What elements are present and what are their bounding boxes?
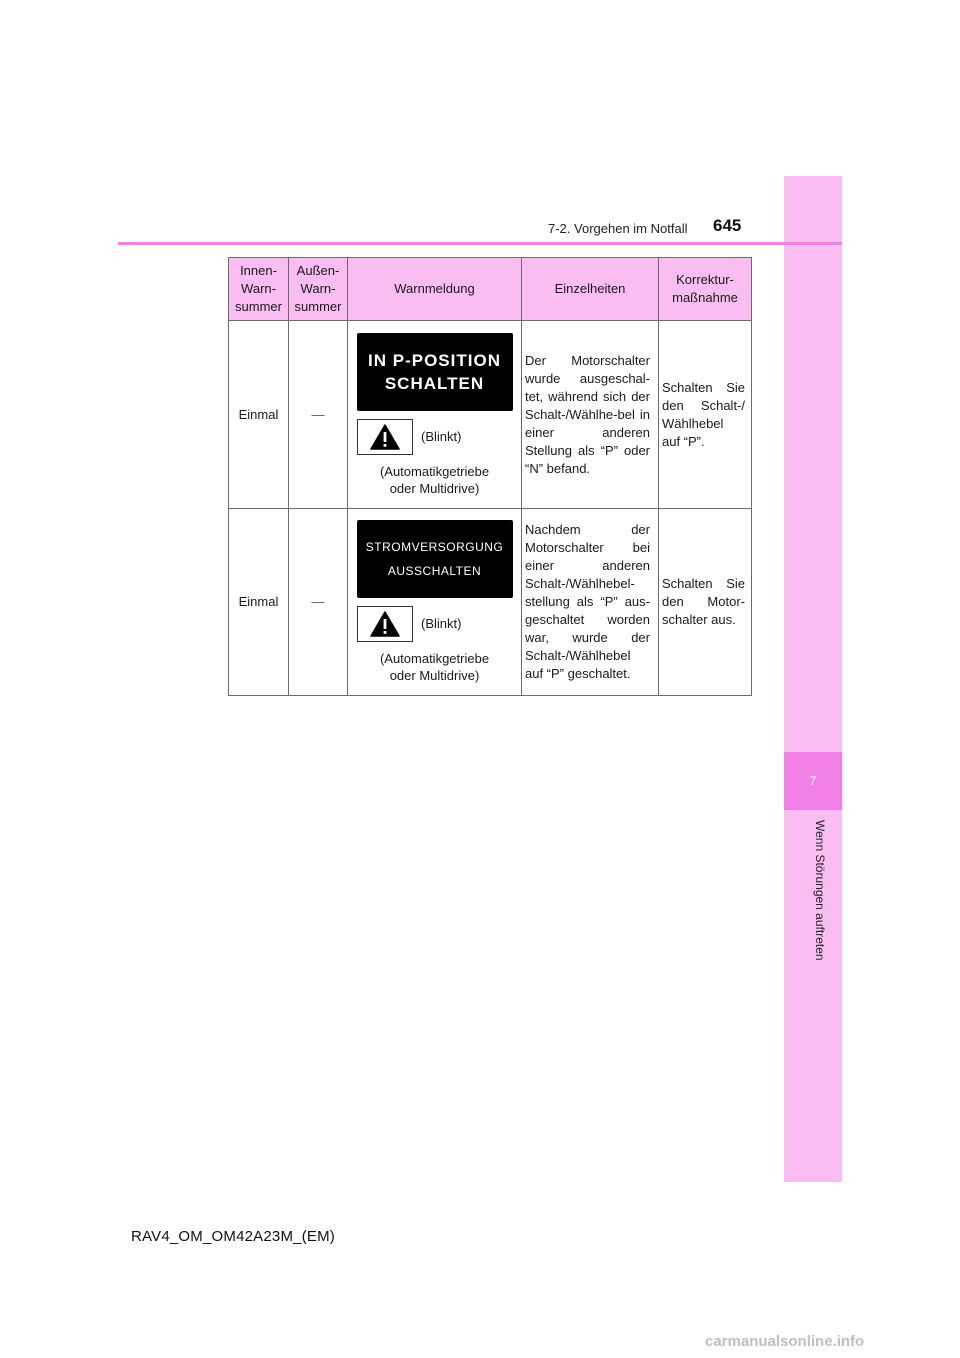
col-inner-buzzer (229, 258, 289, 321)
warning-display-image (357, 333, 513, 411)
watermark: carmanualsonline.info (705, 1333, 865, 1350)
warning-message-cell (348, 321, 522, 509)
inner-buzzer-cell: Einmal (229, 321, 289, 509)
action-cell: Schalten Sie den Schalt-/ Wählhebel auf “P”. (659, 321, 752, 509)
details-cell: Nachdem der Motorschalter bei einer anderen Schalt-/Wählhebel-stellung als “P” aus-geschaltet worden war, wurde der Schalt-/Wählhebel auf “P” geschaltet. (522, 509, 659, 696)
column-header-line: Innen- (240, 263, 277, 278)
indicator-label: (Blinkt) (421, 428, 462, 444)
outer-buzzer-value: — (311, 406, 325, 422)
column-header-line: Einzelheiten (554, 281, 626, 296)
section-title: 7-2. Vorgehen im Notfall (548, 221, 688, 236)
column-header-line: maßnahme (672, 290, 738, 305)
column-header-line: Korrektur- (676, 272, 734, 287)
column-header-line: Warn- (300, 281, 336, 296)
transmission-line: (Automatikgetriebe (379, 651, 490, 666)
display-text-line: STROMVERSORGUNG (365, 540, 504, 554)
warning-triangle-icon (357, 606, 413, 642)
chapter-side-tab (784, 176, 842, 1182)
transmission-note (349, 463, 520, 497)
transmission-line: oder Multidrive) (389, 480, 480, 496)
warning-message-cell (348, 509, 522, 696)
indicator-row (357, 606, 520, 642)
details-cell: Der Motorschalter wurde ausgeschal-tet, während sich der Schalt-/Wählhe-bel in einer anderen Stellung als “P” oder “N” befand. (522, 321, 659, 509)
display-text-line: IN P-POSITION (368, 350, 501, 370)
column-header-line: summer (294, 299, 342, 314)
display-text-line: AUSSCHALTEN (387, 564, 482, 578)
table-row (229, 509, 752, 696)
table-row (229, 321, 752, 509)
transmission-line: oder Multidrive) (389, 668, 480, 683)
document-code: RAV4_OM_OM42A23M_(EM) (131, 1228, 335, 1245)
col-correction (659, 258, 752, 321)
transmission-line: (Automatikgetriebe (379, 463, 490, 479)
warning-display-image (357, 520, 513, 598)
outer-buzzer-cell (289, 321, 348, 509)
warning-table (228, 257, 752, 696)
indicator-row (357, 419, 520, 455)
column-header-line: Warnmeldung (394, 281, 475, 296)
indicator-label: (Blinkt) (421, 616, 462, 631)
display-text-line: SCHALTEN (384, 373, 485, 393)
col-outer-buzzer (289, 258, 348, 321)
col-details (522, 258, 659, 321)
page-number: 645 (713, 216, 742, 235)
table-header-row (229, 258, 752, 321)
header-rule (118, 242, 842, 245)
outer-buzzer-cell (289, 509, 348, 696)
chapter-number: 7 (784, 752, 842, 810)
col-warning-message (348, 258, 522, 321)
transmission-note (349, 650, 520, 684)
outer-buzzer-value: — (311, 594, 325, 609)
column-header-line: summer (235, 299, 282, 314)
column-header-line: Warn- (241, 281, 276, 296)
column-header-line: Außen- (296, 263, 340, 278)
warning-triangle-icon (357, 419, 413, 455)
inner-buzzer-cell: Einmal (229, 509, 289, 696)
chapter-label: Wenn Störungen auftreten (813, 820, 827, 961)
action-cell: Schalten Sie den Motor-schalter aus. (659, 509, 752, 696)
